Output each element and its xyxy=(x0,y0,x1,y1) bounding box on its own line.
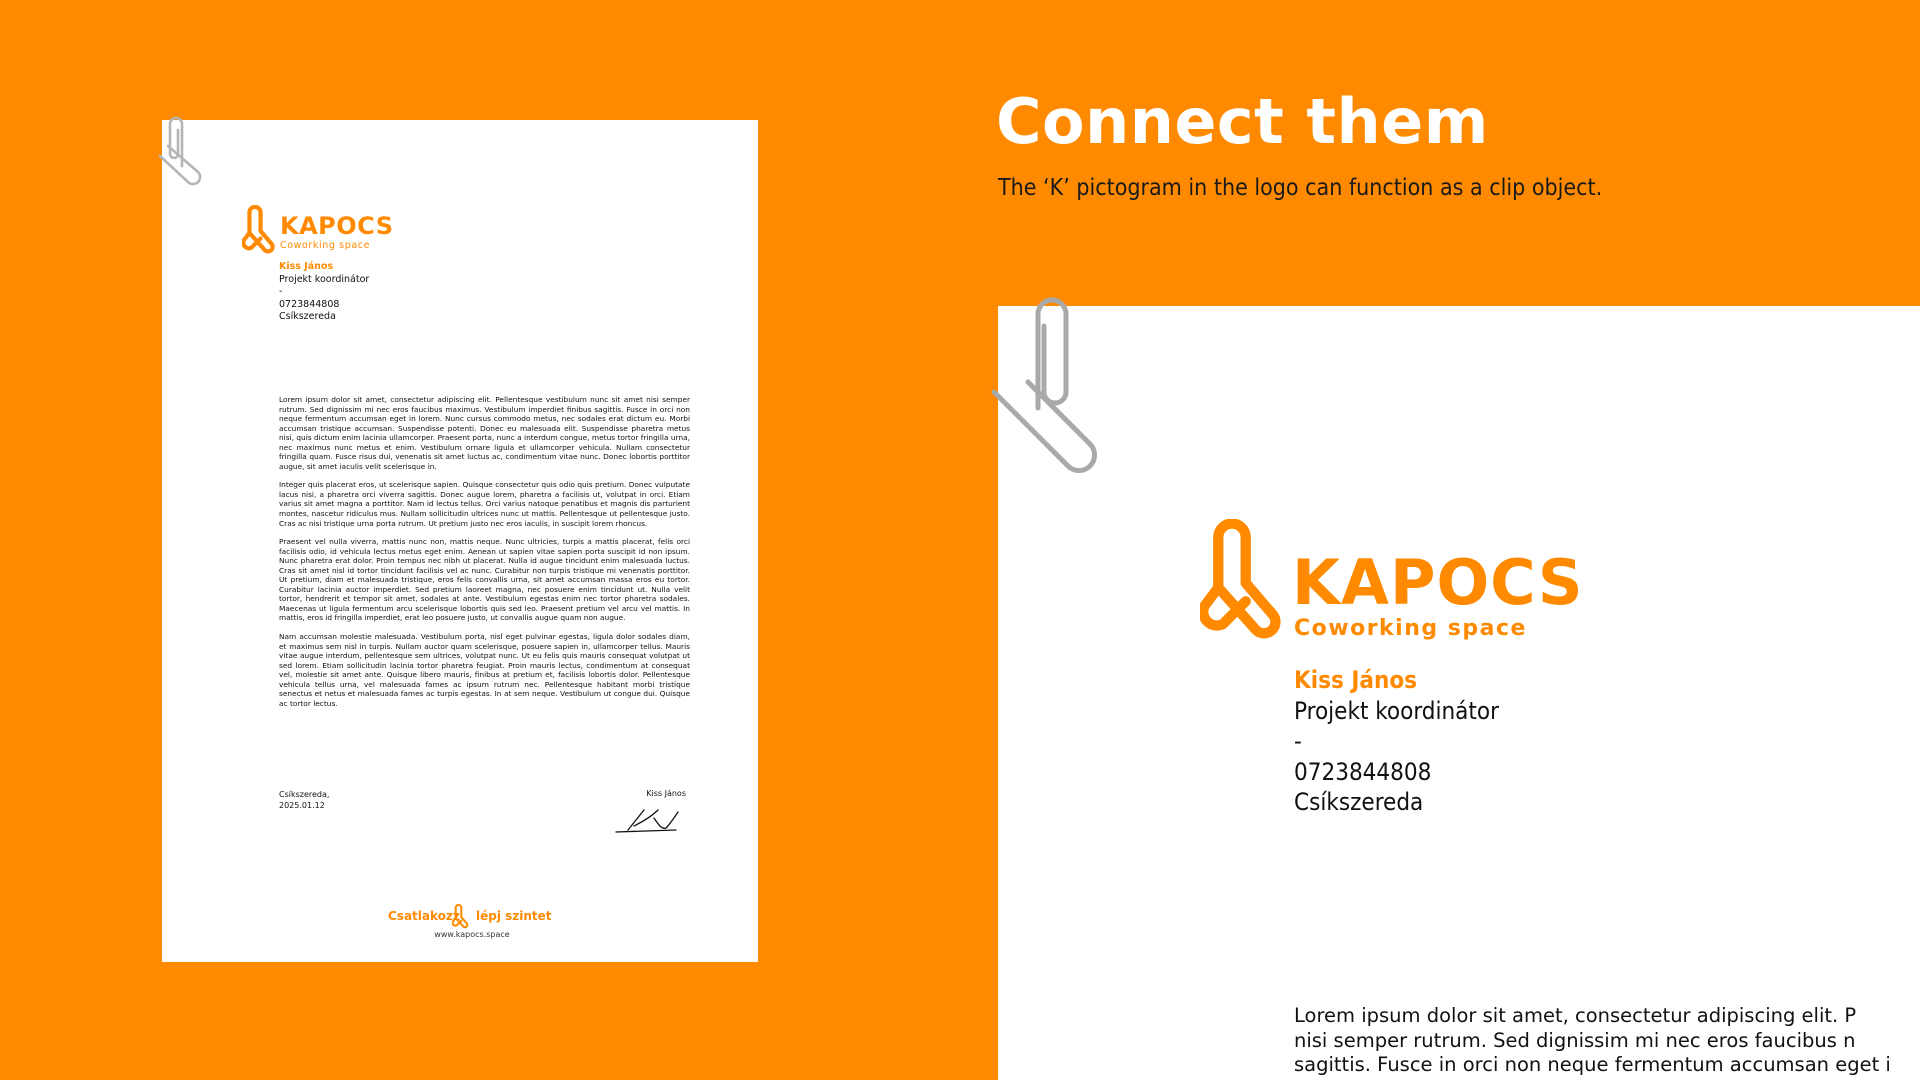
page-subtitle: The ‘K’ pictogram in the logo can function as a clip object. xyxy=(998,175,1603,201)
letter-paragraph: Nam accumsan molestie malesuada. Vestibulum porta, nisl eget pulvinar egestas, ligula dolor sodales diam, et maximus sem nisl in turpis. Nullam auctor quam scelerisque, posuere sapien in, ullamcorper tellus. Mauris vitae augue interdum, pellentesque sem ultrices, volutpat nunc. Ut eu felis quis mauris consequat volutpat ut sed lorem. Etiam sollicitudin lacinia tortor pharetra feugiat. Proin mauris lectus, condimentum at consequat vel, molestie sit amet ante. Quisque libero mauris, finibus at pretium et, facilisis lobortis dolor. Pellentesque vehicula tellus urna, vel malesuada fames ac ipsum rutrum nec. Pellentesque habitant morbi tristique senectus et netus et malesuada fames ac turpis egestas. In at sem neque. Vestibulum ut congue dui. Quisque ac tortor lectus. xyxy=(279,632,690,708)
detail-body xyxy=(1294,1004,1920,1078)
detail-body-line: Lorem ipsum dolor sit amet, consectetur adipiscing elit. P xyxy=(1294,1004,1857,1027)
brand-name: KAPOCS xyxy=(1292,546,1584,619)
letter-place: Csíkszereda, xyxy=(279,790,330,799)
contact-block xyxy=(1294,665,1499,818)
paperclip-icon xyxy=(988,296,1104,476)
letter-body xyxy=(279,395,690,717)
kapocs-logo-icon xyxy=(452,904,471,930)
contact-city: Csíkszereda xyxy=(279,311,336,322)
letterhead-page xyxy=(162,120,758,962)
contact-block xyxy=(279,261,369,324)
contact-city: Csíkszereda xyxy=(1294,788,1424,816)
detail-body-line: nisi semper rutrum. Sed dignissim mi nec eros faucibus n xyxy=(1294,1028,1856,1052)
brand-name: KAPOCS xyxy=(280,212,394,240)
contact-separator: - xyxy=(279,286,283,297)
kapocs-logo-icon xyxy=(1200,519,1291,647)
contact-phone: 0723844808 xyxy=(279,298,340,310)
detail-body-line: sagittis. Fusce in orci non neque fermentum accumsan eget i xyxy=(1294,1053,1891,1076)
kapocs-logo-icon xyxy=(242,205,279,257)
letter-paragraph: Integer quis placerat eros, ut scelerisque sapien. Quisque consectetur quis odio quis pretium. Donec vulputate lacus nisi, a pharetra orci viverra sagittis. Donec augue lorem, pharetra a facilisis ut, volutpat in orci. Etiam varius sit amet magna a porttitor. Nam id lectus tellus. Orci varius natoque penatibus et magnis dis parturient montes, nascetur ridiculus mus. Nullam sollicitudin ultrices nunc ut mattis. Pellentesque ut pellentesque justo. Cras ac nisi tristique urna porta rutrum. Ut pretium justo nec eros iaculis, in suscipit lorem rhoncus. xyxy=(279,480,690,528)
contact-phone: 0723844808 xyxy=(1294,757,1432,786)
letter-paragraph: Lorem ipsum dolor sit amet, consectetur adipiscing elit. Pellentesque vestibulum nunc sit amet nisi semper rutrum. Sed dignissim mi nec eros faucibus maximus. Vestibulum imperdiet finibus sagittis. Fusce in orci non neque fermentum accumsan eget in lorem. Nunc cursus commodo metus, nec sodales erat dictum eu. Morbi accumsan tristique accumsan. Suspendisse potenti. Donec eu malesuada elit. Suspendisse pharetra metus nisi, quis dictum enim lacinia ullamcorper. Praesent porta, nunc a interdum congue, metus tortor fringilla urna, nec maximus nunc metus et enim. Vestibulum ornare ligula et ullamcorper vehicula. Nullam consectetur fringilla quam. Fusce risus dui, venenatis sit amet luctus ac, condimentum vitae nunc. Donec lobortis porttitor augue, sit amet iaculis velit scelerisque in. xyxy=(279,395,690,471)
signature-icon xyxy=(614,804,686,836)
contact-name: Kiss János xyxy=(1294,666,1418,694)
contact-name: Kiss János xyxy=(279,261,334,272)
paperclip-icon xyxy=(158,116,204,188)
slogan-right: lépj szintet xyxy=(476,909,552,923)
brand-tagline: Coworking space xyxy=(1294,616,1527,641)
signer-name: Kiss János xyxy=(646,789,686,798)
website-url: www.kapocs.space xyxy=(434,930,510,939)
page-title: Connect them xyxy=(996,85,1489,158)
contact-separator: - xyxy=(1294,727,1302,755)
letter-paragraph: Praesent vel nulla viverra, mattis nunc non, mattis neque. Nunc ultricies, turpis a mattis placerat, felis orci facilisis odio, id vehicula lectus metus eget enim. Aenean ut sapien vitae sapien porta suscipit id non ipsum. Nunc pharetra erat dolor. Proin tempus nec nibh ut placerat. Nulla id augue tincidunt enim malesuada luctus. Cras sit amet nisl id tortor tincidunt facilisis vel ac nunc. Curabitur non turpis tristique mi venenatis porttitor. Ut pretium, diam et malesuada tristique, eros felis convallis urna, sit amet accumsan massa eros eu tortor. Curabitur lacinia auctor imperdiet. Sed pretium laoreet magna, nec posuere enim tincidunt ut. Nulla velit tortor, hendrerit et tempor sit amet, sodales at ante. Vestibulum egestas enim nec tortor pharetra sodales. Maecenas ut ligula fermentum arcu scelerisque lobortis quis sed leo. Praesent pretium vel arcu vel mattis. In mattis, eros id fringilla imperdiet, erat leo posuere justo, ut convallis augue quam non augue. xyxy=(279,537,690,623)
brand-tagline: Coworking space xyxy=(280,240,371,251)
contact-role: Projekt koordinátor xyxy=(1294,696,1499,725)
letterhead-detail xyxy=(998,306,1920,1080)
contact-role: Projekt koordinátor xyxy=(279,273,370,285)
place-date xyxy=(279,789,329,811)
letter-date: 2025.01.12 xyxy=(279,801,325,810)
slogan-left: Csatlakozz xyxy=(388,909,460,923)
